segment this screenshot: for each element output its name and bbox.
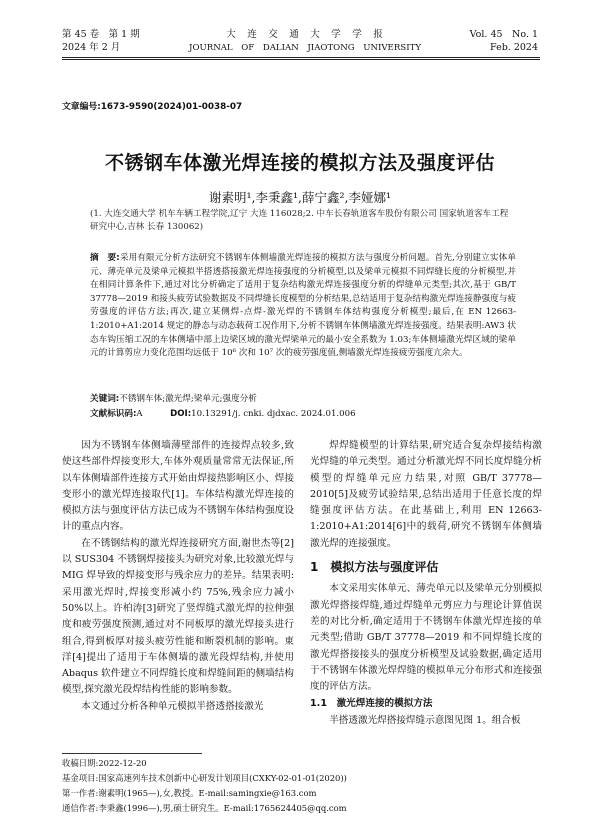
section-heading: 1 模拟方法与强度评估 [310,560,439,575]
paragraph: 焊焊缝模型的计算结果,研究适合复杂焊接结构激光焊缝的单元类型。通过分析激光焊不同长度焊缝分析模型的焊缝单元应力结果,对照 GB/T 37778—2010[5]及疲劳试验结果,总结出适用于任意长度的焊缝强度评估方法。在此基础上,利用 EN 12663-1:2010+A1:2014[6]中的载荷,研究不锈钢车体侧墙激光焊的连接强度。 [310,440,542,549]
subsection-heading: 1.1 激光焊连接的模拟方法 [310,698,433,710]
body-left-column [62,438,294,715]
paragraph: 本文通过分析各种单元模拟半搭透搭接激光 [81,700,264,712]
journal-title-en: JOURNAL OF DALIAN JIAOTONG UNIVERSITY [189,43,421,53]
doc-code: A [136,409,143,419]
doc-code-label: 文献标识码: [90,409,137,419]
volume-issue-en: Vol. 45 No. 1 [469,29,538,40]
journal-title-cn: 大 连 交 通 大 学 学 报 [226,29,384,40]
paper-title: 不锈钢车体激光焊连接的模拟方法及强度评估 [104,152,495,174]
keywords-line [90,392,516,404]
date-en: Feb. 2024 [490,42,538,53]
footnotes [62,756,540,816]
abstract [90,252,516,361]
header-rule-top [62,57,540,58]
paragraph: 本文采用实体单元、薄壳单元以及梁单元分别模拟激光焊搭接焊缝,通过焊缝单元剪应力与理论计算值误差的对比分析,确定适用于不锈钢车体激光焊连接的单元类型;借助 GB/T 37778—2019 和不同焊缝长度的激光焊搭接接头的强度分析模型及试验数据,确定适用于不锈钢车体激光焊焊缝的模拟单元分布形式和连接强度的评估方法。 [310,583,542,693]
volume-issue-cn: 第 45 卷 第 1 期 [62,29,140,40]
date-cn: 2024 年 2 月 [62,42,121,53]
doi-label: DOI: [170,409,192,419]
doi: 10.13291/j. cnki. djdxac. 2024.01.006 [191,409,356,419]
author-list: 谢素明¹,李秉鑫¹,薛宁鑫²,李娅娜¹ [209,190,391,205]
classification-line [90,407,516,419]
header-rule-bottom [62,59,540,60]
affiliations: (1. 大连交通大学 机车车辆工程学院,辽宁 大连 116028;2. 中车长春轨道客车股份有限公司 国家轨道客车工程研究中心,吉林 长春 130062) [90,209,509,232]
abstract-text: 采用有限元分析方法研究不锈钢车体侧墙激光焊连接的模拟方法与强度分析问题。首先,分别建立实体单元、薄壳单元及梁单元模拟半搭透搭接激光焊连接强度的分析模型,以及梁单元模拟不同焊缝长度的分析模型,并在相同计算条件下,通过对比分析确定了适用于复杂结构激光焊连接强度分析的焊缝单元类型;其次,基于 GB/T 37778—2019 和接头疲劳试验数据及不同焊缝长度模型的分析结果,总结适用于复杂结构激光焊连接静强度与疲劳强度的评估方法;再次,建立某侧焊-点焊-激光焊的不锈钢车体结构强度分析模型;最后,在 EN 12663-1:2010+A1:2014 规定的静态与动态载荷工况作用下,分析不锈钢车体侧墙激光焊连接强度。结果表明:AW3 状态车钩压缩工况的车体侧墙中部上边梁区域的激光焊梁单元的最小安全系数为 1.03;车体侧墙激光焊区域的梁单元的计算剪应力变化范围均远低于 10⁶ 次和 10⁷ 次的疲劳强度值,侧墙激光焊连接疲劳强度亢余大。 [90,253,517,359]
body-right-column [310,438,542,729]
keywords: 不锈钢车体;激光焊;梁单元;强度分析 [119,394,257,404]
article-number: 文章编号:1673-9590(2024)01-0038-07 [62,102,243,112]
received-date: 收稿日期:2022-12-20 [62,758,147,768]
abstract-label: 摘 要: [90,253,120,263]
corresponding-author-info: 通信作者:李秉鑫(1996—),男,硕士研究生。E-mail:1765624405@qq.com [62,803,347,813]
paragraph: 在不锈钢结构的激光焊连接研究方面,谢世杰等[2]以 SUS304 不锈钢焊接接头为研究对象,比较激光焊与 MIG 焊导致的焊接变形与残余应力的差异。结果表明:采用激光焊时,焊接变形减小约 75%,残余应力减小 50%以上。许柏涛[3]研究了竖焊缝式激光焊的拉伸强度和疲劳强度预测,通过对不同板厚的激光焊接头进行组合,得到板厚对接头疲劳性能和断裂机制的影响。東洋[4]提出了适用于车体侧墙的激光段焊结构,并使用 Abaqus 软件建立不同焊缝长度和焊缝间距的侧墙结构模型,探究激光段焊结构性能的影响参数。 [62,537,294,696]
keywords-label: 关键词: [90,394,120,404]
paragraph: 半搭透激光焊搭接焊缝示意图见图 1。组合板 [329,714,521,726]
funding: 基金项目:国家高速列车技术创新中心研发计划项目(CXKY-02-01-01(2020)) [62,773,347,783]
paragraph: 因为不锈钢车体侧墙薄壁部件的连接焊点较多,致使这些部件焊接变形大,车体外观质量常常无法保证,所以车体侧墙部件连接方式开始由焊接热影响区小、焊接变形小的激光焊连接取代[1]。车体结构激光焊连接的模拟方法与强度评估方法已成为不锈钢车体结构强度设计的重点内容。 [62,440,294,533]
first-author-info: 第一作者:谢素明(1965—),女,教授。E-mail:samingxie@163.com [62,788,317,798]
footnote-rule [62,753,202,754]
